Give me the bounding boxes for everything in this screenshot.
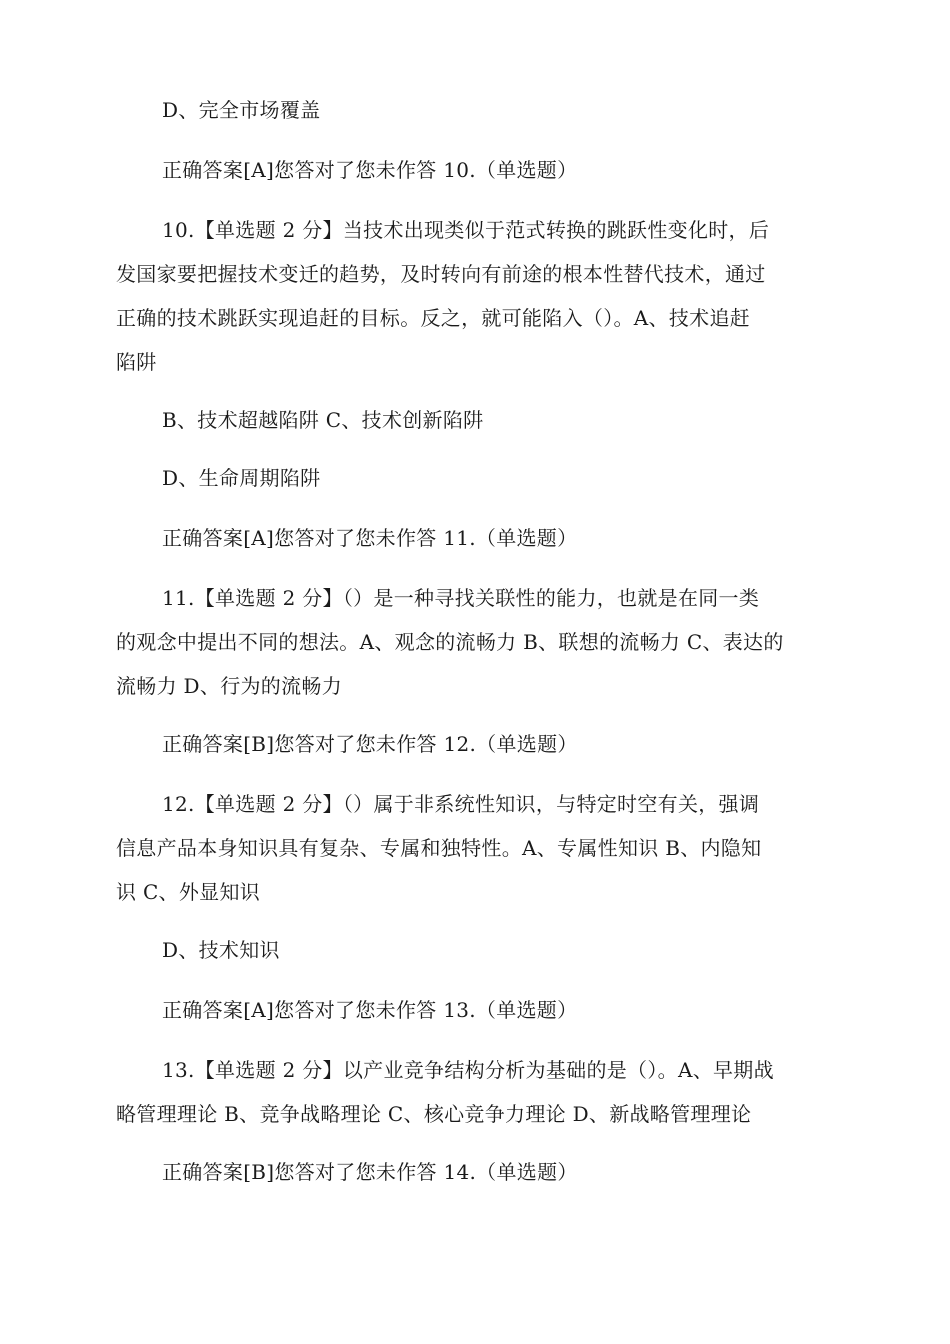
question-11-line-3: 流畅力 D、行为的流畅力 [116,674,342,698]
answer-line-11: 正确答案[B]您答对了您未作答 12.（单选题） [162,732,578,756]
question-11-line-2: 的观念中提出不同的想法。A、观念的流畅力 B、联想的流畅力 C、表达的 [116,630,784,654]
question-10-option-d: D、生命周期陷阱 [162,466,321,490]
question-10-line-1: 10.【单选题 2 分】当技术出现类似于范式转换的跳跃性变化时，后 [162,218,770,242]
question-12-option-d: D、技术知识 [162,938,280,962]
question-13-line-1: 13.【单选题 2 分】以产业竞争结构分析为基础的是（）。A、早期战 [162,1058,774,1082]
question-12-line-2: 信息产品本身知识具有复杂、专属和独特性。A、专属性知识 B、内隐知 [116,836,762,860]
answer-line-9: 正确答案[A]您答对了您未作答 10.（单选题） [162,158,578,182]
answer-line-10: 正确答案[A]您答对了您未作答 11.（单选题） [162,526,578,550]
answer-line-12: 正确答案[A]您答对了您未作答 13.（单选题） [162,998,578,1022]
question-10-options-bc: B、技术超越陷阱 C、技术创新陷阱 [162,408,484,432]
question-12-line-3: 识 C、外显知识 [116,880,261,904]
question-12-line-1: 12.【单选题 2 分】（）属于非系统性知识，与特定时空有关，强调 [162,792,760,816]
question-10-line-2: 发国家要把握技术变迁的趋势，及时转向有前途的根本性替代技术，通过 [116,262,766,286]
option-d-previous: D、完全市场覆盖 [162,98,321,122]
question-10-line-4: 陷阱 [116,350,157,374]
answer-line-13: 正确答案[B]您答对了您未作答 14.（单选题） [162,1160,578,1184]
question-11-line-1: 11.【单选题 2 分】（）是一种寻找关联性的能力，也就是在同一类 [162,586,760,610]
question-13-line-2: 略管理理论 B、竞争战略理论 C、核心竞争力理论 D、新战略管理理论 [116,1102,752,1126]
question-10-line-3: 正确的技术跳跃实现追赶的目标。反之，就可能陷入（）。A、技术追赶 [116,306,751,330]
